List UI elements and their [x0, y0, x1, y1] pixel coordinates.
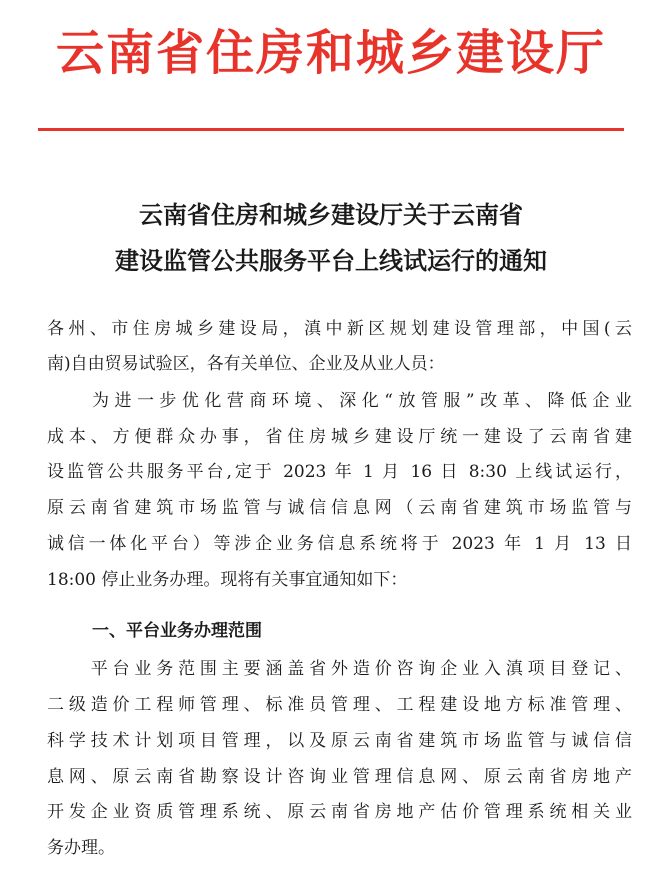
section-heading: 一、平台业务办理范围 — [92, 621, 262, 641]
masthead: 云南省住房和城乡建设厅 — [55, 25, 606, 81]
section-line: 息网、原云南省勘察设计咨询业管理信息网、原云南省房地产 — [47, 767, 632, 787]
section-line: 二级造价工程师管理、标准员管理、工程建设地方标准管理、 — [47, 695, 632, 715]
document-title-line-1: 云南省住房和城乡建设厅关于云南省 — [139, 200, 523, 229]
intro-line: 18:00 停止业务办理。现将有关事宜通知如下： — [47, 570, 408, 590]
section-line: 务办理。 — [47, 838, 115, 858]
intro-line: 设监管公共服务平台,定于 2023 年 1 月 16 日 8:30 上线试运行， — [47, 462, 632, 482]
addressee-line: 各州、市住房城乡建设局，滇中新区规划建设管理部，中国(云 — [47, 319, 632, 339]
intro-line: 诚信一体化平台）等涉企业务信息系统将于 2023 年 1 月 13 日 — [47, 534, 632, 554]
addressee-line: 南)自由贸易试验区，各有关单位、企业及从业人员： — [47, 354, 445, 374]
section-line: 开发企业资质管理系统、原云南省房地产估价管理系统相关业 — [47, 802, 632, 822]
intro-line: 为进一步优化营商环境、深化“放管服”改革、降低企业 — [47, 391, 632, 411]
document-title-line-2: 建设监管公共服务平台上线试运行的通知 — [115, 246, 547, 275]
section-line: 科学技术计划项目管理，以及原云南省建筑市场监管与诚信信 — [47, 731, 632, 751]
red-divider — [38, 128, 624, 131]
intro-line: 原云南省建筑市场监管与诚信信息网（云南省建筑市场监管与 — [47, 498, 632, 518]
intro-line: 成本、方便群众办事，省住房城乡建设厅统一建设了云南省建 — [47, 427, 632, 447]
section-line: 平台业务范围主要涵盖省外造价咨询企业入滇项目登记、 — [47, 659, 632, 679]
